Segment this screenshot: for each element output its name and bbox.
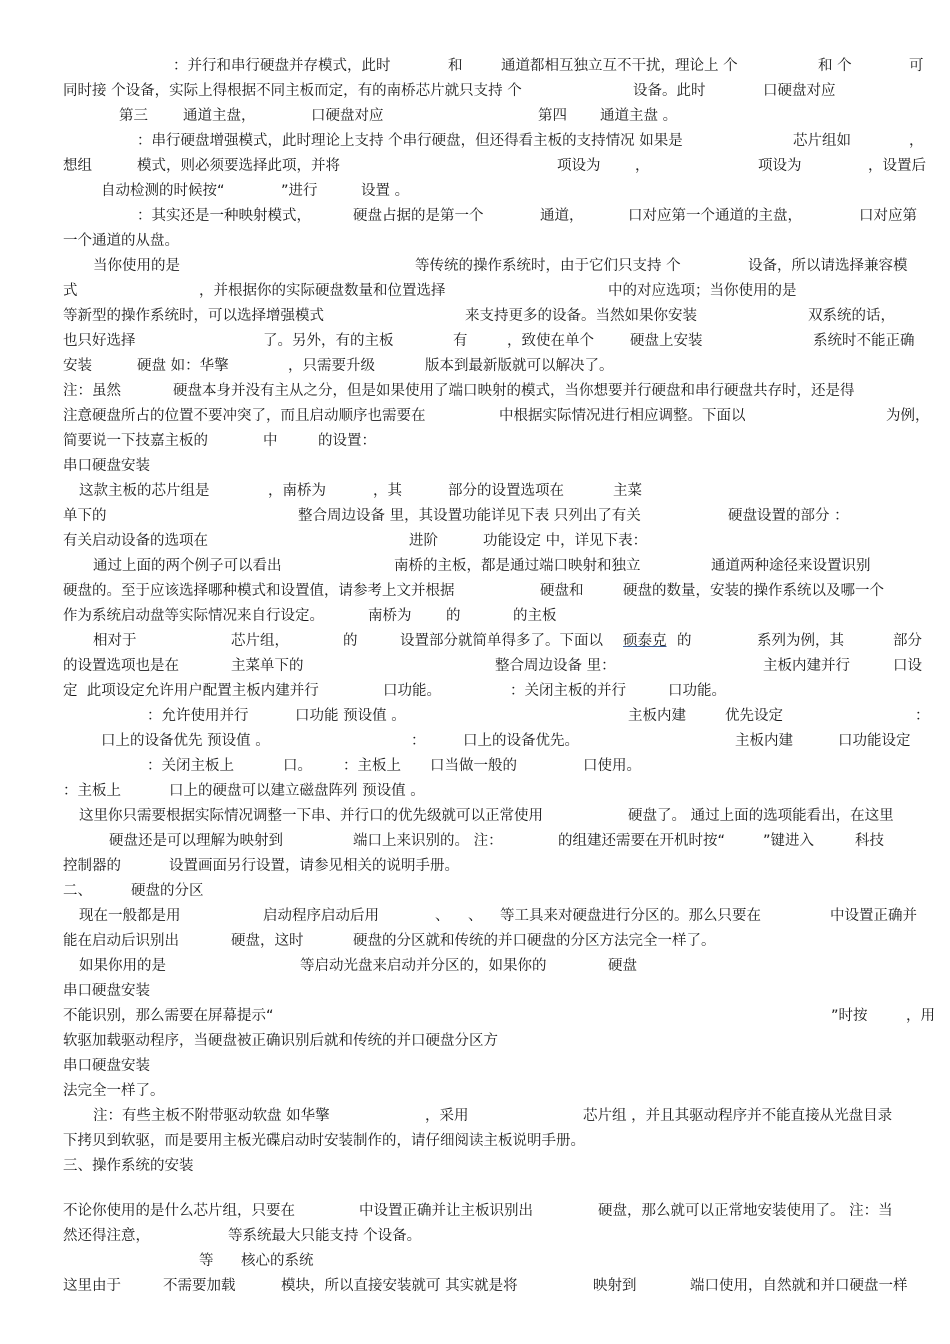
text-line bbox=[63, 579, 923, 603]
text-segment: ， bbox=[909, 133, 924, 149]
text-line bbox=[63, 729, 923, 753]
text-segment: 项设为 bbox=[557, 158, 601, 174]
text-line bbox=[63, 1249, 923, 1273]
text-segment: 为例， bbox=[886, 408, 930, 424]
text-segment: 优先设定 bbox=[725, 708, 783, 724]
text-line bbox=[63, 79, 923, 103]
text-segment: 口功能设定 bbox=[838, 733, 911, 749]
text-segment: 简要说一下技嘉主板的 bbox=[63, 433, 208, 449]
text-segment: 中设置正确并让主板识别出 bbox=[359, 1203, 533, 1219]
text-segment: 科技 bbox=[855, 833, 884, 849]
text-segment: 通道主盘 。 bbox=[600, 108, 678, 124]
text-line bbox=[63, 529, 923, 553]
text-segment: 的 bbox=[343, 633, 358, 649]
text-line bbox=[63, 354, 923, 378]
text-segment: 等 bbox=[199, 1253, 214, 1269]
text-segment: 功能设定 中，详见下表： bbox=[483, 533, 648, 549]
text-line bbox=[63, 554, 923, 578]
text-segment: 部分的设置选项在 bbox=[448, 483, 564, 499]
text-segment: 硬盘了。 通过上面的选项能看出，在这里 bbox=[628, 808, 894, 824]
text-line bbox=[63, 329, 923, 353]
text-segment: 下拷贝到软驱，而是要用主板光碟启动时安装制作的，请仔细阅读主板说明手册。 bbox=[63, 1133, 585, 1149]
text-line bbox=[63, 129, 923, 153]
text-segment: 通过上面的两个例子可以看出 bbox=[93, 558, 282, 574]
text-segment: 安装 bbox=[63, 358, 92, 374]
text-segment: 二、 bbox=[63, 883, 92, 899]
text-segment: 的 bbox=[446, 608, 461, 624]
text-line bbox=[63, 979, 923, 1003]
text-segment: 主菜 bbox=[613, 483, 642, 499]
text-segment: ，采用 bbox=[425, 1108, 469, 1124]
text-line bbox=[63, 454, 923, 478]
text-segment: ： bbox=[411, 733, 426, 749]
text-segment: 硬盘占据的是第一个 bbox=[353, 208, 484, 224]
text-segment: 、 bbox=[468, 908, 483, 924]
text-segment: 如果你用的是 bbox=[79, 958, 166, 974]
text-segment: 模式，则必须要选择此项，并将 bbox=[137, 158, 340, 174]
text-segment: 法完全一样了。 bbox=[63, 1083, 165, 1099]
text-segment: 项设为 bbox=[758, 158, 802, 174]
text-segment: 版本到最新版就可以解决了。 bbox=[425, 358, 614, 374]
text-line bbox=[63, 204, 923, 228]
text-line bbox=[63, 104, 923, 128]
text-line bbox=[63, 229, 923, 253]
text-segment: 第三 bbox=[119, 108, 148, 124]
text-line bbox=[63, 429, 923, 453]
text-segment: 这款主板的芯片组是 bbox=[79, 483, 210, 499]
text-line bbox=[63, 929, 923, 953]
text-segment: 口功能 预设值 。 bbox=[295, 708, 406, 724]
text-segment: 口对应第 bbox=[859, 208, 917, 224]
text-segment: 来支持更多的设备。当然如果你安装 bbox=[465, 308, 697, 324]
text-line bbox=[63, 954, 923, 978]
text-line bbox=[63, 854, 923, 878]
text-segment: 等工具来对硬盘进行分区的。那么只要在 bbox=[500, 908, 761, 924]
text-segment: 注：有些主板不附带驱动软盘 如华擎 bbox=[93, 1108, 330, 1124]
text-segment: 口上的设备优先 预设值 。 bbox=[101, 733, 270, 749]
text-segment: 口。 bbox=[283, 758, 312, 774]
text-segment: 芯片组， bbox=[231, 633, 289, 649]
text-line bbox=[63, 1004, 935, 1028]
text-segment: 这里你只需要根据实际情况调整一下串、并行口的优先级就可以正常使用 bbox=[79, 808, 543, 824]
text-segment: 软驱加载驱动程序，当硬盘被正确识别后就和传统的并口硬盘分区方 bbox=[63, 1033, 498, 1049]
text-line bbox=[63, 654, 923, 678]
text-segment: 口功能。 bbox=[668, 683, 726, 699]
text-line bbox=[63, 679, 923, 703]
text-segment: 可 bbox=[909, 58, 924, 74]
text-segment: 主板内建 bbox=[735, 733, 793, 749]
text-segment: 口对应第一个通道的主盘， bbox=[628, 208, 802, 224]
text-segment: ”进行 bbox=[281, 183, 318, 199]
text-line bbox=[63, 804, 923, 828]
text-segment: 通道主盘， bbox=[183, 108, 256, 124]
text-segment: 的主板 bbox=[513, 608, 557, 624]
text-segment: 口功能。 bbox=[383, 683, 441, 699]
text-segment: 中根据实际情况进行相应调整。下面以 bbox=[499, 408, 746, 424]
text-segment: 口设 bbox=[893, 658, 922, 674]
text-segment: 相对于 bbox=[93, 633, 137, 649]
text-segment: 口使用。 bbox=[583, 758, 641, 774]
text-segment: 注意硬盘所占的位置不要冲突了，而且启动顺序也需要在 bbox=[63, 408, 426, 424]
text-segment: 中的对应选项；当你使用的是 bbox=[608, 283, 797, 299]
text-segment: 中设置正确并 bbox=[830, 908, 917, 924]
text-segment: 串口硬盘安装 bbox=[63, 983, 150, 999]
text-segment: 通道两种途径来设置识别 bbox=[711, 558, 871, 574]
text-line bbox=[63, 604, 923, 628]
text-line bbox=[63, 179, 923, 203]
text-segment: ：关闭主板上 bbox=[147, 758, 234, 774]
text-line bbox=[63, 1104, 923, 1128]
text-segment: 系列为例，其 bbox=[757, 633, 844, 649]
text-segment: ，用 bbox=[906, 1008, 935, 1024]
text-segment: 的设置选项也是在 bbox=[63, 658, 179, 674]
text-line bbox=[63, 1274, 923, 1298]
text-line bbox=[63, 279, 923, 303]
text-segment: 设备，所以请选择兼容模 bbox=[748, 258, 908, 274]
text-segment: 定 此项设定允许用户配置主板内建并行 bbox=[63, 683, 319, 699]
text-segment: 硬盘，那么就可以正常地安装使用了。 注：当 bbox=[598, 1203, 893, 1219]
text-segment: ， bbox=[635, 158, 650, 174]
text-segment: 整合周边设备 里： bbox=[495, 658, 616, 674]
text-segment: 口硬盘对应 bbox=[311, 108, 384, 124]
text-segment: 和 bbox=[448, 58, 463, 74]
text-segment: 和 个 bbox=[818, 58, 852, 74]
text-segment: 能在启动后识别出 bbox=[63, 933, 179, 949]
text-segment: 口上的硬盘可以建立磁盘阵列 预设值 。 bbox=[169, 783, 425, 799]
text-segment: 通道都相互独立互不干扰，理论上 个 bbox=[501, 58, 738, 74]
text-segment: 注：虽然 bbox=[63, 383, 121, 399]
text-line bbox=[63, 1224, 923, 1248]
text-segment: ，其 bbox=[373, 483, 402, 499]
text-segment: 等新型的操作系统时，可以选择增强模式 bbox=[63, 308, 324, 324]
text-segment: 同时接 个设备，实际上得根据不同主板而定，有的南桥芯片就只支持 个 bbox=[63, 83, 522, 99]
text-line bbox=[63, 304, 923, 328]
text-segment: 当你使用的是 bbox=[93, 258, 180, 274]
text-line bbox=[63, 1029, 923, 1053]
text-segment: 核心的系统 bbox=[241, 1253, 314, 1269]
text-segment: 硬盘的分区 bbox=[131, 883, 204, 899]
text-line bbox=[63, 1154, 923, 1178]
text-segment: 硬盘的分区就和传统的并口硬盘的分区方法完全一样了。 bbox=[353, 933, 716, 949]
text-segment: 双系统的话， bbox=[808, 308, 895, 324]
text-segment: 系统时不能正确 bbox=[813, 333, 915, 349]
text-segment: ：主板上 bbox=[63, 783, 121, 799]
text-segment: 的组建还需要在开机时按“ bbox=[558, 833, 726, 849]
text-line bbox=[63, 779, 923, 803]
text-segment: 作为系统启动盘等实际情况来自行设定。 bbox=[63, 608, 324, 624]
inline-link[interactable]: 硕泰克 bbox=[623, 633, 667, 649]
text-segment: 的设置： bbox=[318, 433, 376, 449]
text-segment: ，只需要升级 bbox=[288, 358, 375, 374]
text-segment: ，设置后 bbox=[868, 158, 926, 174]
text-segment: ”键进入 bbox=[763, 833, 815, 849]
text-segment: ：允许使用并行 bbox=[147, 708, 249, 724]
text-segment: 单下的 bbox=[63, 508, 107, 524]
text-segment: 第四 bbox=[538, 108, 567, 124]
text-segment: 模块，所以直接安装就可 其实就是将 bbox=[281, 1278, 518, 1294]
text-line bbox=[63, 404, 930, 428]
text-line bbox=[63, 754, 923, 778]
text-segment: ：其实还是一种映射模式， bbox=[137, 208, 311, 224]
text-line bbox=[63, 1054, 923, 1078]
text-line bbox=[63, 879, 923, 903]
text-segment: 串口硬盘安装 bbox=[63, 1058, 150, 1074]
text-segment: ：串行硬盘增强模式，此时理论上支持 个串行硬盘，但还得看主板的支持情况 如果是 bbox=[137, 133, 683, 149]
text-segment: 硬盘设置的部分 ： bbox=[728, 508, 849, 524]
text-segment: 主板内建并行 bbox=[763, 658, 850, 674]
text-line bbox=[63, 629, 923, 653]
text-line bbox=[63, 1079, 923, 1103]
text-segment: 芯片组 ，并且其驱动程序并不能直接从光盘目录 bbox=[583, 1108, 893, 1124]
text-segment: 设备。此时 bbox=[633, 83, 706, 99]
text-segment: 设置部分就简单得多了。下面以 bbox=[400, 633, 603, 649]
text-segment: 不能识别，那么需要在屏幕提示“ bbox=[63, 1008, 274, 1024]
text-segment: 硬盘，这时 bbox=[231, 933, 304, 949]
text-line bbox=[63, 1199, 923, 1223]
text-segment: 串口硬盘安装 bbox=[63, 458, 150, 474]
text-segment: ：并行和串行硬盘并存模式，此时 bbox=[173, 58, 391, 74]
text-line bbox=[63, 704, 930, 728]
text-line bbox=[63, 54, 923, 78]
text-segment: 现在一般都是用 bbox=[79, 908, 181, 924]
text-segment: 硬盘和 bbox=[540, 583, 584, 599]
text-segment: 设置 。 bbox=[361, 183, 410, 199]
text-segment: 中 bbox=[263, 433, 278, 449]
text-segment: 有关启动设备的选项在 bbox=[63, 533, 208, 549]
text-segment: 然还得注意， bbox=[63, 1228, 150, 1244]
text-segment: 南桥的主板，都是通过端口映射和独立 bbox=[394, 558, 641, 574]
text-segment: 南桥为 bbox=[368, 608, 412, 624]
text-segment: 不需要加载 bbox=[163, 1278, 236, 1294]
text-segment: 、 bbox=[435, 908, 450, 924]
text-segment: 想组 bbox=[63, 158, 92, 174]
text-segment: 等启动光盘来启动并分区的，如果你的 bbox=[300, 958, 547, 974]
text-line bbox=[63, 479, 923, 503]
text-segment: 自动检测的时候按“ bbox=[101, 183, 225, 199]
text-segment: 端口使用，自然就和并口硬盘一样 bbox=[690, 1278, 908, 1294]
text-segment: 三、操作系统的安装 bbox=[63, 1158, 194, 1174]
text-line bbox=[63, 254, 923, 278]
text-segment: 一个通道的从盘。 bbox=[63, 233, 179, 249]
text-segment: 主板内建 bbox=[628, 708, 686, 724]
text-segment: 这里由于 bbox=[63, 1278, 121, 1294]
text-segment: ，南桥为 bbox=[268, 483, 326, 499]
text-line bbox=[63, 829, 923, 853]
text-segment: 端口上来识别的。 注： bbox=[353, 833, 503, 849]
text-segment: 控制器的 bbox=[63, 858, 121, 874]
text-segment: ：关闭主板的并行 bbox=[510, 683, 626, 699]
text-segment: 口硬盘对应 bbox=[763, 83, 836, 99]
text-segment: 芯片组如 bbox=[793, 133, 851, 149]
text-segment: 也只好选择 bbox=[63, 333, 136, 349]
text-segment: 等传统的操作系统时，由于它们只支持 个 bbox=[415, 258, 681, 274]
text-segment: 进阶 bbox=[409, 533, 438, 549]
text-segment: 口上的设备优先。 bbox=[463, 733, 579, 749]
text-segment: 启动程序启动后用 bbox=[263, 908, 379, 924]
text-segment: 主菜单下的 bbox=[231, 658, 304, 674]
text-segment: 了。另外，有的主板 bbox=[263, 333, 394, 349]
text-line bbox=[63, 904, 923, 928]
text-segment: 硬盘 bbox=[608, 958, 637, 974]
text-segment: 硬盘的。至于应该选择哪种模式和设置值，请参考上文并根据 bbox=[63, 583, 455, 599]
text-segment: 式 bbox=[63, 283, 78, 299]
text-segment: 不论你使用的是什么芯片组，只要在 bbox=[63, 1203, 295, 1219]
text-segment: ，并根据你的实际硬盘数量和位置选择 bbox=[199, 283, 446, 299]
text-segment: ： bbox=[915, 708, 930, 724]
text-segment: 口当做一般的 bbox=[430, 758, 517, 774]
text-segment: 设置画面另行设置，请参见相关的说明手册。 bbox=[169, 858, 459, 874]
text-segment: 硬盘的数量，安装的操作系统以及哪一个 bbox=[623, 583, 884, 599]
text-segment: ：主板上 bbox=[343, 758, 401, 774]
text-segment: 部分 bbox=[893, 633, 922, 649]
text-segment: 映射到 bbox=[593, 1278, 637, 1294]
text-segment: 硬盘 如：华擎 bbox=[137, 358, 229, 374]
text-segment: 整合周边设备 里，其设置功能详见下表 只列出了有关 bbox=[298, 508, 641, 524]
text-segment: ”时按 bbox=[831, 1008, 868, 1024]
text-line bbox=[63, 379, 923, 403]
text-segment: 硬盘还是可以理解为映射到 bbox=[109, 833, 283, 849]
text-segment: 硬盘上安装 bbox=[630, 333, 703, 349]
text-segment: 等系统最大只能支持 个设备。 bbox=[228, 1228, 422, 1244]
text-line bbox=[63, 1129, 923, 1153]
text-segment: 硬盘本身并没有主从之分，但是如果使用了端口映射的模式，当你想要并行硬盘和串行硬盘共存时，还是得 bbox=[173, 383, 855, 399]
text-segment: 通道， bbox=[540, 208, 584, 224]
text-segment: 的 bbox=[677, 633, 692, 649]
text-segment: ，致使在单个 bbox=[507, 333, 594, 349]
text-segment: 有 bbox=[453, 333, 468, 349]
text-line bbox=[63, 504, 923, 528]
text-line bbox=[63, 154, 926, 178]
